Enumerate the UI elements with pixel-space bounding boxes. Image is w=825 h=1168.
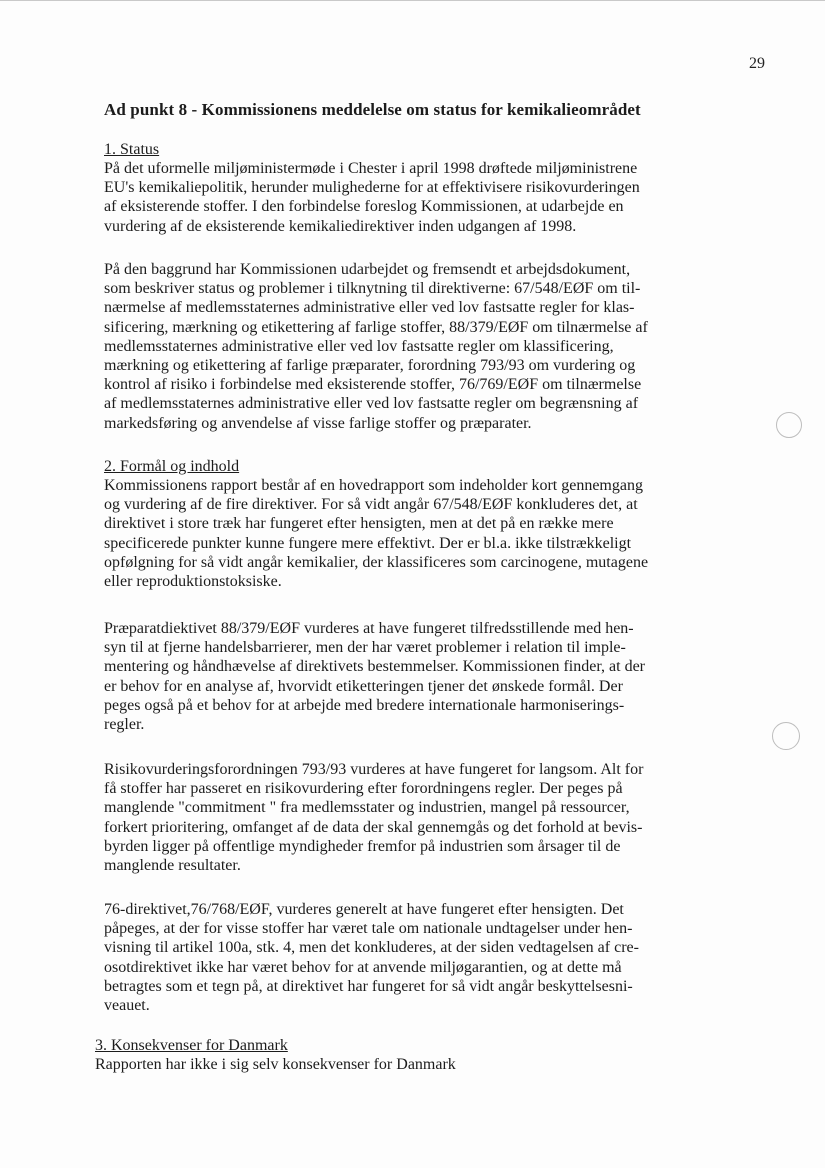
paragraph: På den baggrund har Kommissionen udarbejdet og fremsendt et arbejdsdokument, som beskriver status og problemer i tilknytning til direktiverne: 67/548/EØF om til- nærmelse af medlemsstaternes administrative eller ved lov fastsatte regler for klas- sificering, mærkning og etikettering af farlige stoffer, 88/379/EØF om tilnærmelse af medlemsstaternes administrative eller ved lov fastsatte regler om klassificering, mærkning og etikettering af farlige præparater, forordning 793/93 om vurdering og kontrol af risiko i forbindelse med eksisterende stoffer, 76/769/EØF om tilnærmelse af medlemsstaternes administrative eller ved lov fastsatte regler om begrænsning af markedsføring og anvendelse af visse farlige stoffer og præparater. <box>104 261 648 432</box>
page-title: Ad punkt 8 - Kommissionens meddelelse om status for kemikalieområdet <box>104 100 641 119</box>
section-purpose-content-p2 <box>104 619 764 734</box>
section-purpose-content-p4 <box>104 900 764 1015</box>
section-status <box>104 140 764 236</box>
section-heading: 2. Formål og indhold <box>104 458 240 475</box>
section-consequences <box>95 1036 755 1074</box>
punch-hole <box>776 412 802 438</box>
page-number: 29 <box>749 55 765 72</box>
section-heading: 3. Konsekvenser for Danmark <box>95 1037 288 1054</box>
section-purpose-content-p3 <box>104 760 764 875</box>
paragraph: Kommissionens rapport består af en hovedrapport som indeholder kort gennemgang og vurdering af de fire direktiver. For så vidt angår 67/548/EØF konkluderes det, at direktivet i store træk har fungeret efter hensigten, men at det på en række mere specificerede punkter kunne fungere mere effektivt. Der er bl.a. ikke tilstrækkeligt opfølgning for så vidt angår kemikalier, der klassificeres som carcinogene, mutagene eller reproduktionstoksiske. <box>104 477 649 591</box>
paragraph: 76-direktivet,76/768/EØF, vurderes generelt at have fungeret efter hensigten. Det påpeges, at der for visse stoffer har været tale om nationale undtagelser under hen- visning til artikel 100a, stk. 4, men det konkluderes, at der siden vedtagelsen af cre- osotdirektivet ikke har været behov for at anvende miljøgarantien, og at dette må betragtes som et tegn på, at direktivet har fungeret for så vidt angår beskyttelsesni- veauet. <box>104 901 639 1015</box>
paragraph: Risikovurderingsforordningen 793/93 vurderes at have fungeret for langsom. Alt for få stoffer har passeret en risikovurdering efter forordningens regler. Der peges på manglende "commitment " fra medlemsstater og industrien, mangel på ressourcer, forkert prioritering, omfanget af de data der skal gennemgås og det forhold at bevis- byrden ligger på offentlige myndigheder fremfor på industrien som årsager til de manglende resultater. <box>104 761 644 875</box>
paragraph: Rapporten har ikke i sig selv konsekvenser for Danmark <box>95 1056 456 1073</box>
section-heading: 1. Status <box>104 141 160 158</box>
punch-hole <box>772 722 800 750</box>
paragraph: Præparatdiektivet 88/379/EØF vurderes at have fungeret tilfredsstillende med hen- syn til at fjerne handelsbarrierer, men der har været problemer i relation til imple- mentering og håndhævelse af direktivets bestemmelser. Kommissionen finder, at der er behov for en analyse af, hvorvidt etiketteringen tjener det ønskede formål. Der peges også på et behov for at arbejde med bredere internationale harmoniserings- regler. <box>104 620 645 734</box>
paragraph: På det uformelle miljøministermøde i Chester i april 1998 drøftede miljøministrene EU's kemikaliepolitik, herunder mulighederne for at effektivisere risikovurderingen af eksisterende stoffer. I den forbindelse foreslog Kommissionen, at udarbejde en vurdering af de eksisterende kemikaliedirektiver inden udgangen af 1998. <box>104 160 640 235</box>
section-status-continued <box>104 260 764 433</box>
scan-edge <box>0 0 825 1</box>
section-purpose-content <box>104 457 764 591</box>
